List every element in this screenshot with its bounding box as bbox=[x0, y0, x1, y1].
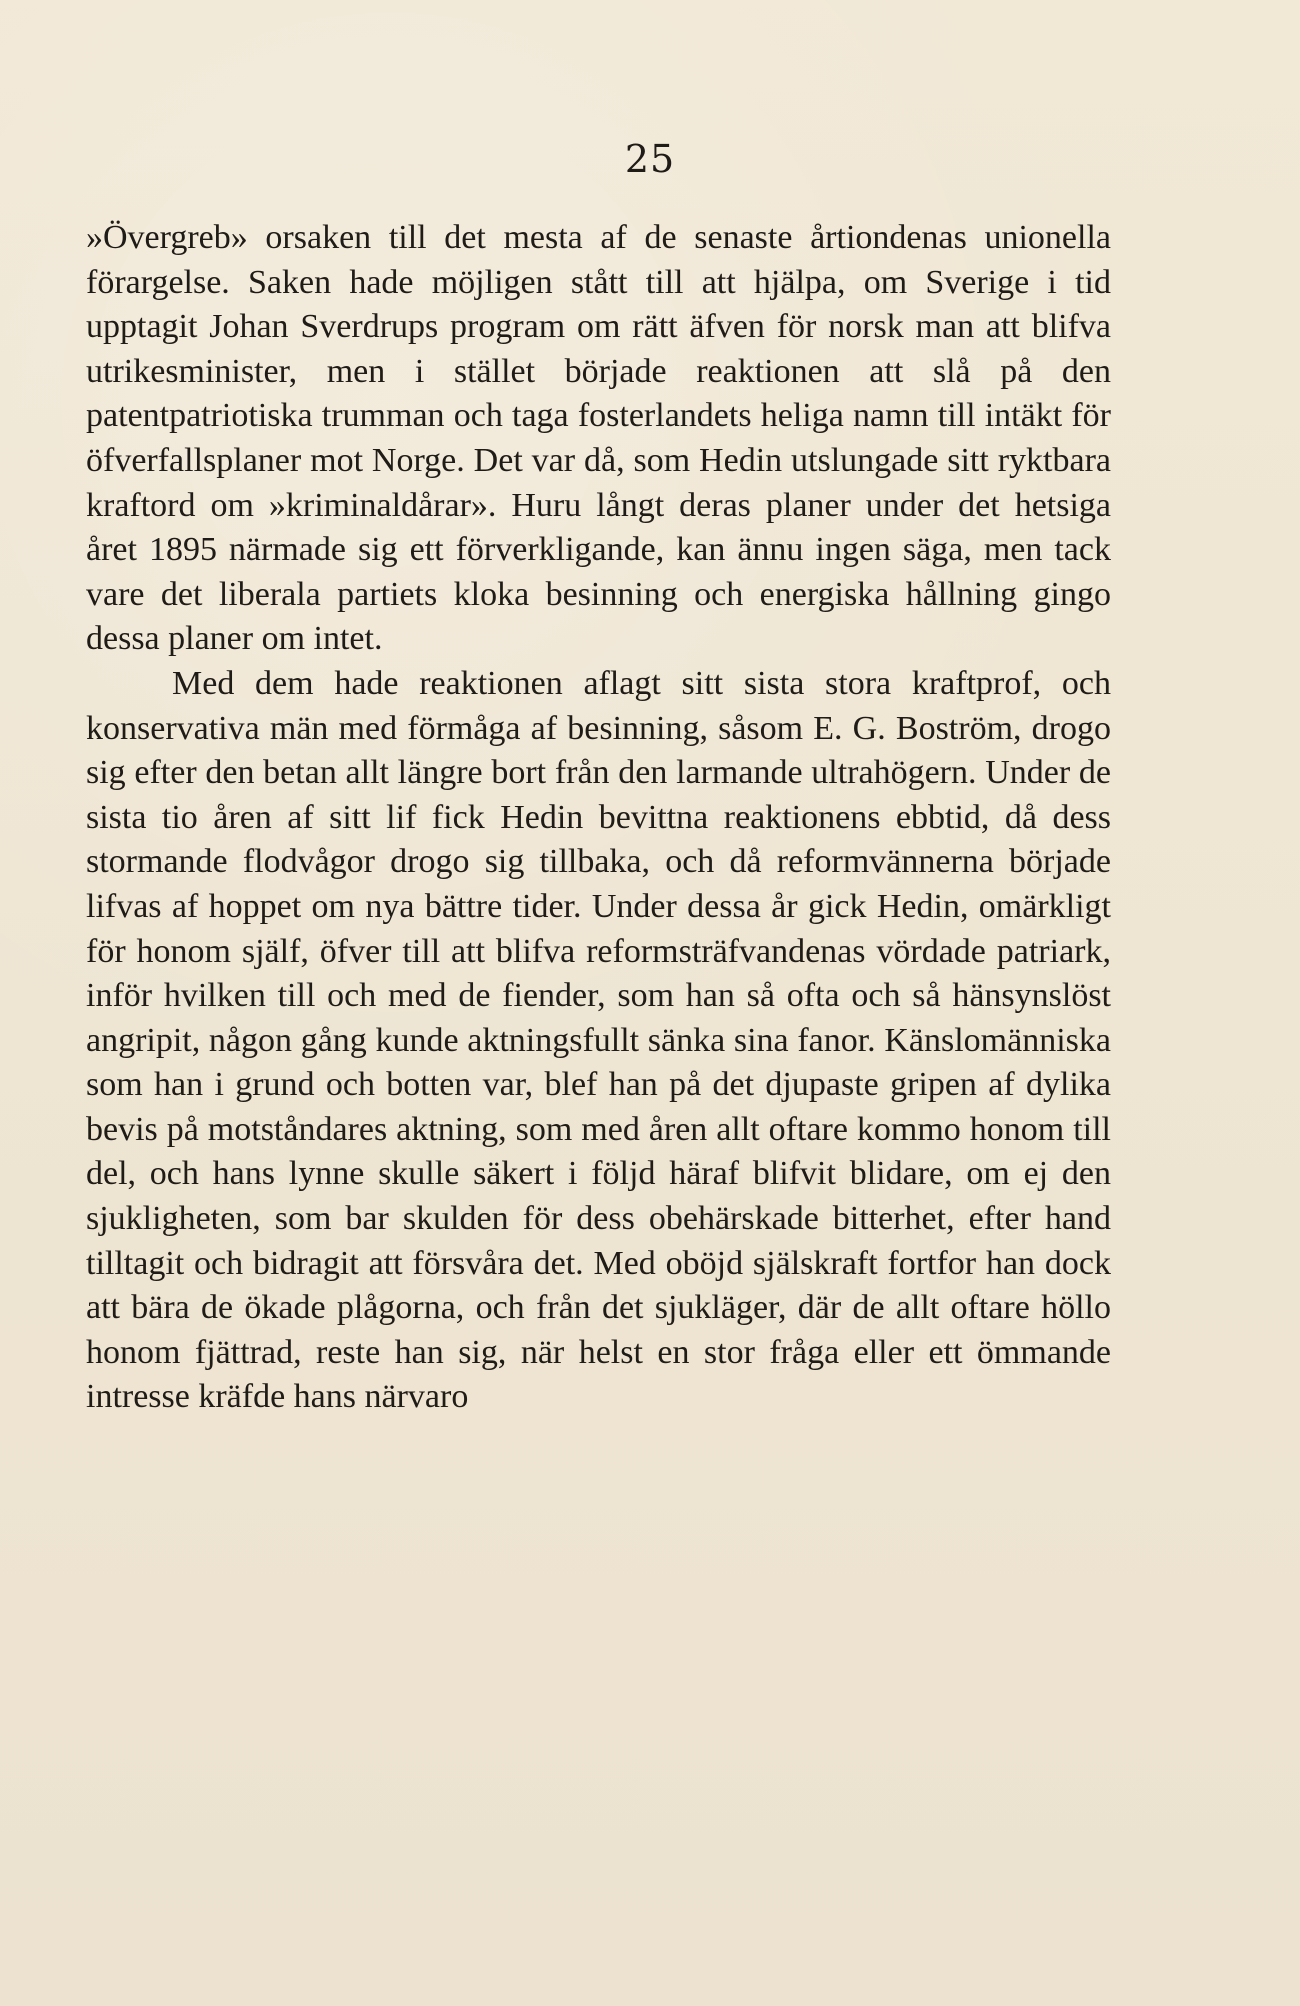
paragraph-1: »Övergreb» orsaken till det mesta af de senaste årtiondenas unionella förargelse. Saken hade möjligen stått till att hjälpa, om Sverige i tid upptagit Johan Sverdrups program om rätt äfven för norsk man att blifva utrikesminister, men i stället började reaktionen att slå på den patentpatriotiska trumman och taga fosterlandets heliga namn till intäkt för öfverfallsplaner mot Norge. Det var då, som Hedin utslungade sitt ryktbara kraftord om »kriminaldårar». Huru långt deras planer under det hetsiga året 1895 närmade sig ett förverkligande, kan ännu ingen säga, men tack vare det liberala partiets kloka besinning och energiska hållning gingo dessa planer om intet. bbox=[86, 219, 1111, 658]
body-text bbox=[86, 216, 1111, 1420]
page-number: 25 bbox=[624, 137, 676, 181]
paragraph-2: Med dem hade reaktionen aflagt sitt sista stora kraftprof, och konservativa män med förmåga af besinning, såsom E. G. Boström, drogo sig efter den betan allt längre bort från den larmande ultrahögern. Under de sista tio åren af sitt lif fick Hedin bevittna reaktionens ebbtid, då dess stormande flodvågor drogo sig tillbaka, och då reformvännerna började lifvas af hoppet om nya bättre tider. Under dessa år gick Hedin, omärkligt för honom själf, öfver till att blifva reformsträfvandenas vördade patriark, inför hvilken till och med de fiender, som han så ofta och så hänsynslöst angripit, någon gång kunde aktningsfullt sänka sina fanor. Känslomänniska som han i grund och botten var, blef han på det djupaste gripen af dylika bevis på motståndares aktning, som med åren allt oftare kommo honom till del, och hans lynne skulle säkert i följd häraf blifvit blidare, om ej den sjukligheten, som bar skulden för dess obehärskade bitterhet, efter hand tilltagit och bidragit att försvåra det. Med oböjd själskraft fortfor han dock att bära de ökade plågorna, och från det sjukläger, där de allt oftare höllo honom fjättrad, reste han sig, när helst en stor fråga eller ett ömmande intresse kräfde hans närvaro bbox=[86, 664, 1111, 1416]
